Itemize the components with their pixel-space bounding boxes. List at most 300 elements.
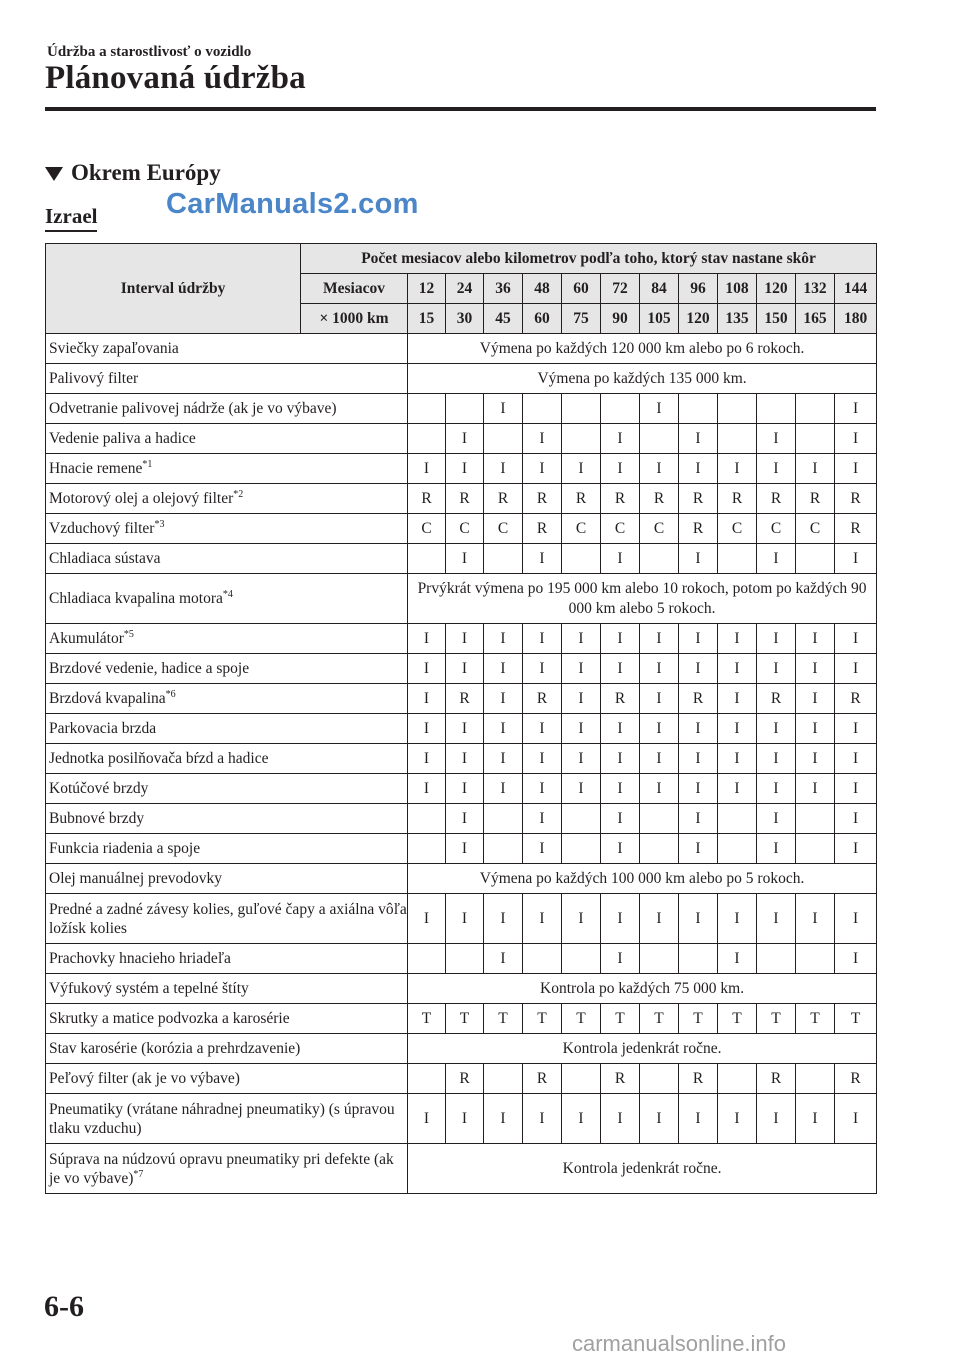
schedule-cell: R xyxy=(640,484,679,514)
row-note: Prvýkrát výmena po 195 000 km alebo 10 rokoch, potom po každých 90 000 km alebo 5 rokoch. xyxy=(408,574,877,624)
table-row xyxy=(46,1064,877,1094)
row-note: Kontrola jedenkrát ročne. xyxy=(408,1144,877,1194)
schedule-cell: I xyxy=(835,944,877,974)
schedule-cell xyxy=(757,944,796,974)
schedule-cell xyxy=(446,944,484,974)
km-value: 120 xyxy=(679,304,718,334)
schedule-cell: I xyxy=(408,1094,446,1144)
page-title: Plánovaná údržba xyxy=(45,60,306,96)
table-row xyxy=(46,454,877,484)
schedule-cell: I xyxy=(562,454,601,484)
schedule-cell: I xyxy=(601,894,640,944)
km-value: 135 xyxy=(718,304,757,334)
watermark: CarManuals2.com xyxy=(166,188,419,220)
schedule-cell: R xyxy=(408,484,446,514)
schedule-cell: I xyxy=(484,684,523,714)
row-item-label: Funkcia riadenia a spoje xyxy=(49,840,201,857)
row-item-label: Peľový filter (ak je vo výbave) xyxy=(49,1070,240,1087)
schedule-cell xyxy=(718,834,757,864)
schedule-cell xyxy=(718,544,757,574)
row-item-label: Vzduchový filter xyxy=(49,520,155,537)
table-row xyxy=(46,974,877,1004)
row-note: Výmena po každých 100 000 km alebo po 5 rokoch. xyxy=(408,864,877,894)
row-item-name xyxy=(46,714,408,744)
km-label: × 1000 km xyxy=(301,304,408,334)
schedule-cell: I xyxy=(408,774,446,804)
km-value: 45 xyxy=(484,304,523,334)
row-item-label: Akumulátor xyxy=(49,630,124,647)
footnote-marker: *1 xyxy=(142,458,153,470)
schedule-cell: I xyxy=(796,684,835,714)
schedule-cell: I xyxy=(601,1094,640,1144)
row-item-name xyxy=(46,974,408,1004)
schedule-cell: I xyxy=(523,774,562,804)
schedule-cell: I xyxy=(757,744,796,774)
schedule-cell: I xyxy=(757,1094,796,1144)
schedule-cell: I xyxy=(835,744,877,774)
table-row xyxy=(46,1004,877,1034)
schedule-cell: R xyxy=(679,684,718,714)
period-note: Počet mesiacov alebo kilometrov podľa toho, ktorý stav nastane skôr xyxy=(361,249,816,267)
schedule-cell xyxy=(757,394,796,424)
schedule-cell: I xyxy=(408,894,446,944)
schedule-cell: C xyxy=(484,514,523,544)
schedule-cell xyxy=(718,424,757,454)
row-item-label: Chladiaca kvapalina motora xyxy=(49,590,223,607)
schedule-cell: R xyxy=(523,684,562,714)
schedule-cell: I xyxy=(446,774,484,804)
schedule-cell: I xyxy=(601,624,640,654)
schedule-cell: C xyxy=(562,514,601,544)
months-value: 48 xyxy=(523,274,562,304)
schedule-cell: R xyxy=(562,484,601,514)
table-row xyxy=(46,744,877,774)
schedule-cell: R xyxy=(679,514,718,544)
schedule-cell xyxy=(718,804,757,834)
schedule-cell: C xyxy=(601,514,640,544)
row-item-name xyxy=(46,834,408,864)
schedule-cell xyxy=(640,424,679,454)
schedule-cell: I xyxy=(679,744,718,774)
row-item-label: Skrutky a matice podvozka a karosérie xyxy=(49,1010,290,1027)
schedule-cell xyxy=(408,1064,446,1094)
months-value: 36 xyxy=(484,274,523,304)
footnote-marker: *6 xyxy=(165,688,176,700)
schedule-cell: C xyxy=(446,514,484,544)
row-item-name xyxy=(46,774,408,804)
schedule-cell: I xyxy=(796,654,835,684)
row-item-name xyxy=(46,864,408,894)
section-heading-text: Okrem Európy xyxy=(71,160,221,185)
schedule-cell xyxy=(523,394,562,424)
schedule-cell: I xyxy=(446,544,484,574)
table-row xyxy=(46,424,877,454)
schedule-cell xyxy=(408,544,446,574)
months-value: 84 xyxy=(640,274,679,304)
schedule-cell: R xyxy=(835,1064,877,1094)
row-item-name xyxy=(46,1004,408,1034)
schedule-cell: T xyxy=(446,1004,484,1034)
schedule-cell: T xyxy=(718,1004,757,1034)
schedule-cell: I xyxy=(835,624,877,654)
schedule-cell: T xyxy=(796,1004,835,1034)
schedule-cell: I xyxy=(796,1094,835,1144)
months-label: Mesiacov xyxy=(301,274,408,304)
schedule-cell: I xyxy=(601,744,640,774)
months-value: 12 xyxy=(408,274,446,304)
schedule-cell: I xyxy=(484,744,523,774)
row-item-name xyxy=(46,944,408,974)
schedule-cell: I xyxy=(718,454,757,484)
schedule-cell: I xyxy=(484,654,523,684)
schedule-cell xyxy=(679,944,718,974)
schedule-cell: I xyxy=(601,834,640,864)
schedule-cell: I xyxy=(835,804,877,834)
schedule-cell xyxy=(484,834,523,864)
schedule-cell: R xyxy=(601,484,640,514)
schedule-cell: I xyxy=(835,654,877,684)
row-item-name xyxy=(46,394,408,424)
schedule-cell: T xyxy=(640,1004,679,1034)
schedule-cell xyxy=(484,544,523,574)
schedule-cell: I xyxy=(523,624,562,654)
table-row xyxy=(46,1144,877,1194)
schedule-cell: I xyxy=(408,654,446,684)
schedule-cell: I xyxy=(718,624,757,654)
row-item-label: Olej manuálnej prevodovky xyxy=(49,870,223,887)
schedule-cell: I xyxy=(408,684,446,714)
schedule-cell: C xyxy=(408,514,446,544)
schedule-cell: I xyxy=(679,714,718,744)
schedule-cell: I xyxy=(484,894,523,944)
row-note: Výmena po každých 120 000 km alebo po 6 rokoch. xyxy=(408,334,877,364)
row-note: Kontrola jedenkrát ročne. xyxy=(408,1034,877,1064)
schedule-cell: I xyxy=(796,744,835,774)
schedule-cell: I xyxy=(523,714,562,744)
schedule-cell: I xyxy=(408,454,446,484)
schedule-cell: I xyxy=(446,454,484,484)
row-item-label: Pneumatiky (vrátane náhradnej pneumatiky) (s úpravou tlaku vzduchu) xyxy=(49,1100,395,1137)
table-row xyxy=(46,864,877,894)
schedule-cell xyxy=(718,394,757,424)
schedule-cell: I xyxy=(835,394,877,424)
schedule-cell xyxy=(562,834,601,864)
schedule-cell: I xyxy=(640,454,679,484)
schedule-cell xyxy=(446,394,484,424)
schedule-cell: I xyxy=(446,714,484,744)
row-item-name xyxy=(46,484,408,514)
km-value: 180 xyxy=(835,304,877,334)
schedule-cell xyxy=(718,1064,757,1094)
schedule-cell: R xyxy=(757,1064,796,1094)
schedule-cell: I xyxy=(679,454,718,484)
row-item-name xyxy=(46,1144,408,1194)
schedule-cell: I xyxy=(640,894,679,944)
schedule-cell: I xyxy=(484,454,523,484)
table-row xyxy=(46,894,877,944)
subsection-heading: Izrael xyxy=(45,204,97,232)
schedule-cell: C xyxy=(718,514,757,544)
page-number: 6-6 xyxy=(44,1290,84,1323)
table-row xyxy=(46,544,877,574)
schedule-cell xyxy=(562,394,601,424)
table-row xyxy=(46,484,877,514)
row-item-name xyxy=(46,744,408,774)
schedule-cell: T xyxy=(523,1004,562,1034)
km-value: 90 xyxy=(601,304,640,334)
schedule-cell: I xyxy=(562,714,601,744)
schedule-cell: I xyxy=(484,624,523,654)
schedule-cell: I xyxy=(835,454,877,484)
schedule-cell xyxy=(484,1064,523,1094)
schedule-cell xyxy=(562,944,601,974)
schedule-cell: I xyxy=(408,714,446,744)
footnote-marker: *7 xyxy=(133,1168,144,1180)
row-item-name xyxy=(46,1034,408,1064)
schedule-cell: I xyxy=(601,774,640,804)
schedule-cell: T xyxy=(679,1004,718,1034)
row-item-label: Sviečky zapaľovania xyxy=(49,340,179,357)
row-item-name xyxy=(46,514,408,544)
schedule-cell: I xyxy=(757,424,796,454)
schedule-cell: R xyxy=(835,514,877,544)
schedule-cell: I xyxy=(408,624,446,654)
row-item-name xyxy=(46,684,408,714)
row-item-label: Bubnové brzdy xyxy=(49,810,145,827)
schedule-cell: I xyxy=(835,544,877,574)
schedule-cell: I xyxy=(835,894,877,944)
schedule-cell: I xyxy=(757,454,796,484)
triangle-down-icon xyxy=(45,167,63,181)
row-item-name xyxy=(46,334,408,364)
months-value: 24 xyxy=(446,274,484,304)
schedule-cell: I xyxy=(446,654,484,684)
km-value: 15 xyxy=(408,304,446,334)
schedule-cell: I xyxy=(796,894,835,944)
row-item-name xyxy=(46,894,408,944)
schedule-cell xyxy=(796,424,835,454)
schedule-cell: I xyxy=(718,894,757,944)
schedule-cell: I xyxy=(484,774,523,804)
schedule-cell: R xyxy=(679,1064,718,1094)
months-value: 108 xyxy=(718,274,757,304)
schedule-cell: R xyxy=(446,1064,484,1094)
schedule-cell: I xyxy=(484,394,523,424)
schedule-cell: I xyxy=(601,454,640,484)
row-item-label: Stav karosérie (korózia a prehrdzavenie) xyxy=(49,1040,301,1057)
schedule-cell: I xyxy=(484,944,523,974)
schedule-cell: I xyxy=(446,424,484,454)
schedule-cell: I xyxy=(757,654,796,684)
schedule-cell: T xyxy=(835,1004,877,1034)
schedule-cell: I xyxy=(562,744,601,774)
row-item-name xyxy=(46,424,408,454)
schedule-cell: R xyxy=(679,484,718,514)
schedule-cell: I xyxy=(601,544,640,574)
schedule-cell xyxy=(796,544,835,574)
table-row xyxy=(46,944,877,974)
row-item-label: Prachovky hnacieho hriadeľa xyxy=(49,950,231,967)
schedule-cell xyxy=(640,834,679,864)
row-item-name xyxy=(46,804,408,834)
row-item-label: Palivový filter xyxy=(49,370,139,387)
schedule-cell: C xyxy=(640,514,679,544)
schedule-cell: I xyxy=(718,684,757,714)
schedule-cell: R xyxy=(835,684,877,714)
schedule-cell: I xyxy=(523,1094,562,1144)
schedule-cell: I xyxy=(640,684,679,714)
row-item-name xyxy=(46,364,408,394)
schedule-cell: I xyxy=(679,624,718,654)
months-value: 60 xyxy=(562,274,601,304)
schedule-cell xyxy=(484,804,523,834)
months-value: 144 xyxy=(835,274,877,304)
schedule-cell: I xyxy=(446,834,484,864)
schedule-cell: C xyxy=(757,514,796,544)
schedule-cell: I xyxy=(679,544,718,574)
schedule-cell: I xyxy=(523,424,562,454)
row-item-label: Predné a zadné závesy kolies, guľové čapy a axiálna vôľa ložísk kolies xyxy=(49,900,407,937)
km-value: 30 xyxy=(446,304,484,334)
schedule-cell xyxy=(796,1064,835,1094)
schedule-cell: I xyxy=(446,1094,484,1144)
schedule-cell: R xyxy=(523,1064,562,1094)
row-note: Výmena po každých 135 000 km. xyxy=(408,364,877,394)
schedule-cell xyxy=(408,394,446,424)
table-row xyxy=(46,774,877,804)
table-row xyxy=(46,364,877,394)
schedule-cell xyxy=(408,834,446,864)
table-row xyxy=(46,574,877,624)
schedule-cell: I xyxy=(446,624,484,654)
months-value: 72 xyxy=(601,274,640,304)
schedule-cell: I xyxy=(408,744,446,774)
schedule-cell xyxy=(562,1064,601,1094)
table-row xyxy=(46,394,877,424)
row-item-label: Jednotka posilňovača bŕzd a hadice xyxy=(49,750,269,767)
months-value: 96 xyxy=(679,274,718,304)
schedule-cell: R xyxy=(446,484,484,514)
km-value: 150 xyxy=(757,304,796,334)
schedule-cell: T xyxy=(757,1004,796,1034)
interval-label: Interval údržby xyxy=(120,279,226,297)
schedule-cell: I xyxy=(523,804,562,834)
schedule-cell: I xyxy=(640,714,679,744)
row-item-name xyxy=(46,654,408,684)
row-item-label: Chladiaca sústava xyxy=(49,550,161,567)
table-row xyxy=(46,684,877,714)
schedule-cell: I xyxy=(679,1094,718,1144)
schedule-cell: I xyxy=(835,424,877,454)
row-item-label: Motorový olej a olejový filter xyxy=(49,490,234,507)
schedule-cell: I xyxy=(523,544,562,574)
schedule-cell: I xyxy=(562,684,601,714)
schedule-cell: I xyxy=(835,1094,877,1144)
schedule-cell: I xyxy=(562,1094,601,1144)
row-item-name xyxy=(46,574,408,624)
schedule-cell: R xyxy=(601,1064,640,1094)
schedule-cell: I xyxy=(446,744,484,774)
months-value: 132 xyxy=(796,274,835,304)
footnote-marker: *4 xyxy=(222,588,233,600)
schedule-cell: I xyxy=(679,774,718,804)
row-item-label: Vedenie paliva a hadice xyxy=(49,430,196,447)
schedule-cell xyxy=(796,804,835,834)
schedule-cell: R xyxy=(484,484,523,514)
schedule-cell: I xyxy=(562,774,601,804)
schedule-cell: I xyxy=(484,714,523,744)
table-row xyxy=(46,514,877,544)
schedule-cell: I xyxy=(562,894,601,944)
schedule-cell: C xyxy=(796,514,835,544)
schedule-cell: I xyxy=(601,424,640,454)
months-value: 120 xyxy=(757,274,796,304)
table-row xyxy=(46,624,877,654)
schedule-cell: I xyxy=(835,774,877,804)
row-item-name xyxy=(46,624,408,654)
km-value: 105 xyxy=(640,304,679,334)
schedule-cell xyxy=(523,944,562,974)
schedule-cell xyxy=(562,544,601,574)
schedule-cell: I xyxy=(757,834,796,864)
schedule-cell: I xyxy=(523,654,562,684)
schedule-cell: I xyxy=(484,1094,523,1144)
schedule-cell xyxy=(562,424,601,454)
breadcrumb: Údržba a starostlivosť o vozidlo xyxy=(47,44,252,60)
schedule-cell: I xyxy=(640,624,679,654)
schedule-cell: I xyxy=(640,1094,679,1144)
table-row xyxy=(46,1094,877,1144)
km-value: 60 xyxy=(523,304,562,334)
table-row xyxy=(46,334,877,364)
schedule-cell: T xyxy=(484,1004,523,1034)
schedule-cell: I xyxy=(640,394,679,424)
row-item-label: Súprava na núdzovú opravu pneumatiky pri defekte (ak je vo výbave) xyxy=(49,1150,394,1187)
schedule-cell: I xyxy=(601,654,640,684)
row-item-label: Brzdové vedenie, hadice a spoje xyxy=(49,660,250,677)
row-item-label: Brzdová kvapalina xyxy=(49,690,166,707)
schedule-cell: R xyxy=(446,684,484,714)
footnote-marker: *2 xyxy=(233,488,244,500)
schedule-cell: I xyxy=(601,714,640,744)
schedule-cell: I xyxy=(757,894,796,944)
schedule-cell: I xyxy=(679,834,718,864)
schedule-cell: I xyxy=(718,714,757,744)
schedule-cell: I xyxy=(446,894,484,944)
row-item-label: Odvetranie palivovej nádrže (ak je vo výbave) xyxy=(49,400,337,417)
row-item-name xyxy=(46,1064,408,1094)
schedule-cell: R xyxy=(523,484,562,514)
table-row xyxy=(46,714,877,744)
schedule-cell: I xyxy=(679,894,718,944)
table-row xyxy=(46,804,877,834)
schedule-cell: I xyxy=(757,804,796,834)
km-value: 75 xyxy=(562,304,601,334)
schedule-cell: R xyxy=(796,484,835,514)
schedule-cell: I xyxy=(757,624,796,654)
schedule-cell xyxy=(796,834,835,864)
schedule-cell: I xyxy=(796,624,835,654)
schedule-cell: I xyxy=(446,804,484,834)
schedule-cell: T xyxy=(601,1004,640,1034)
row-item-label: Parkovacia brzda xyxy=(49,720,157,737)
schedule-cell xyxy=(796,394,835,424)
row-item-label: Výfukový systém a tepelné štíty xyxy=(49,980,249,997)
schedule-cell: I xyxy=(718,654,757,684)
period-note-cell xyxy=(301,244,877,274)
schedule-cell: I xyxy=(796,774,835,804)
schedule-cell: I xyxy=(562,654,601,684)
